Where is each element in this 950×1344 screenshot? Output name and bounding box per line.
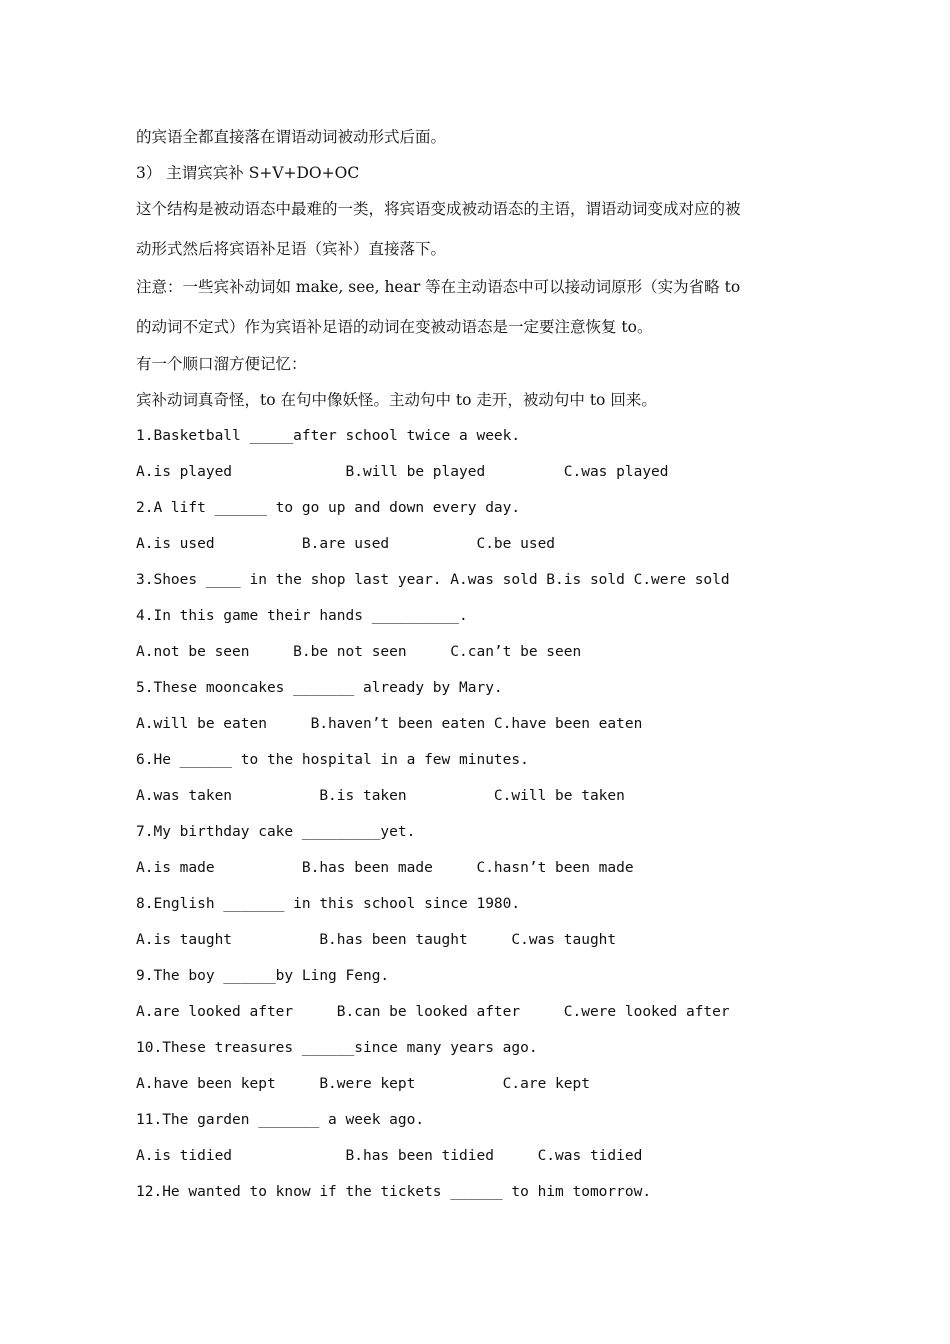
options-4: A.not be seen B.be not seen C.can’t be seen	[136, 644, 582, 660]
options-2: A.is used B.are used C.be used	[136, 536, 556, 552]
options-5: A.will be eaten B.haven’t been eaten C.have been eaten	[136, 716, 643, 732]
options-1: A.is played B.will be played C.was played	[136, 464, 669, 480]
question-5: 5.These mooncakes _______ already by Mary.	[136, 680, 503, 696]
intro-line-7: 有一个顺口溜方便记忆：	[136, 355, 307, 373]
intro-line-5: 注意：一些宾补动词如 make, see, hear 等在主动语态中可以接动词原形（实为省略 to	[136, 278, 741, 296]
question-8: 8.English _______ in this school since 1980.	[136, 896, 521, 912]
intro-line-6: 的动词不定式）作为宾语补足语的动词在变被动语态是一定要注意恢复 to。	[136, 318, 653, 336]
intro-line-1: 的宾语全都直接落在谓语动词被动形式后面。	[136, 128, 447, 146]
question-7: 7.My birthday cake _________yet.	[136, 824, 416, 840]
intro-line-2: 3） 主谓宾宾补 S+V+DO+OC	[136, 164, 360, 182]
options-11: A.is tidied B.has been tidied C.was tidied	[136, 1148, 643, 1164]
options-8: A.is taught B.has been taught C.was taught	[136, 932, 617, 948]
intro-line-4: 动形式然后将宾语补足语（宾补）直接落下。	[136, 240, 447, 258]
question-6: 6.He ______ to the hospital in a few minutes.	[136, 752, 529, 768]
intro-line-8: 宾补动词真奇怪，to 在句中像妖怪。主动句中 to 走开，被动句中 to 回来。	[136, 391, 657, 409]
options-7: A.is made B.has been made C.hasn’t been made	[136, 860, 634, 876]
question-3: 3.Shoes ____ in the shop last year. A.was sold B.is sold C.were sold	[136, 572, 730, 588]
question-4: 4.In this game their hands __________.	[136, 608, 468, 624]
question-1: 1.Basketball _____after school twice a week.	[136, 428, 521, 444]
question-10: 10.These treasures ______since many years ago.	[136, 1040, 538, 1056]
options-10: A.have been kept B.were kept C.are kept	[136, 1076, 590, 1092]
question-9: 9.The boy ______by Ling Feng.	[136, 968, 390, 984]
options-9: A.are looked after B.can be looked after C.were looked after	[136, 1004, 730, 1020]
question-11: 11.The garden _______ a week ago.	[136, 1112, 425, 1128]
question-12: 12.He wanted to know if the tickets ______ to him tomorrow.	[136, 1184, 652, 1200]
question-2: 2.A lift ______ to go up and down every day.	[136, 500, 521, 516]
intro-line-3: 这个结构是被动语态中最难的一类，将宾语变成被动语态的主语，谓语动词变成对应的被	[136, 200, 741, 218]
options-6: A.was taken B.is taken C.will be taken	[136, 788, 625, 804]
